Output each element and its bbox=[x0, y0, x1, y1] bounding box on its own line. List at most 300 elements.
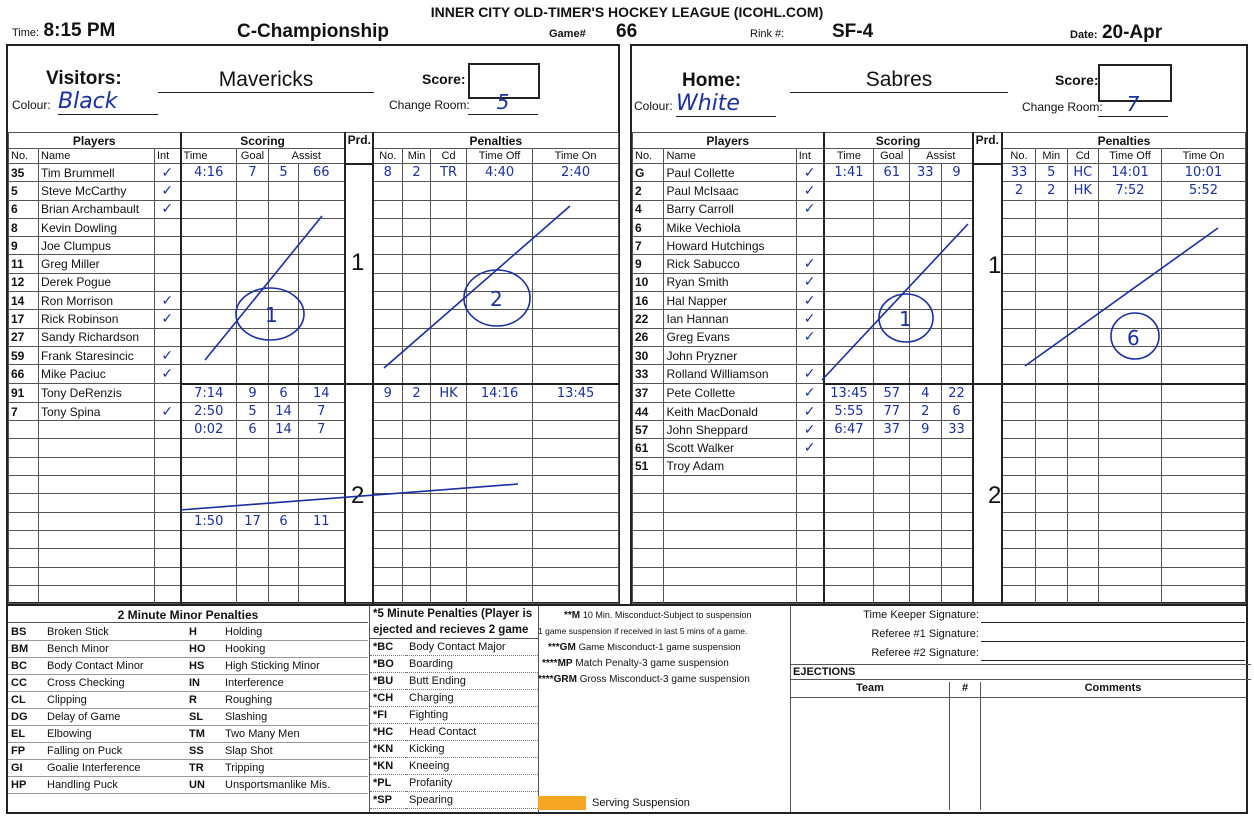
player-name: Ian Hannan bbox=[664, 310, 796, 328]
goal-time bbox=[824, 273, 874, 291]
player-row bbox=[9, 182, 619, 200]
goal-scorer bbox=[874, 237, 910, 255]
penalty-abbrev: H bbox=[186, 624, 222, 641]
assist-1 bbox=[269, 439, 299, 457]
goal-time bbox=[181, 200, 237, 218]
goal-scorer: 6 bbox=[237, 421, 269, 439]
home-colour-label: Colour: bbox=[634, 99, 673, 113]
penalty-code-row bbox=[186, 624, 368, 641]
goal-time bbox=[181, 218, 237, 236]
player-name bbox=[664, 530, 796, 548]
penalty-code bbox=[1067, 512, 1098, 530]
penalty-desc: Delay of Game bbox=[44, 709, 186, 726]
player-number bbox=[9, 476, 39, 494]
gm-code: ***GM bbox=[548, 642, 576, 653]
majors-list bbox=[370, 639, 538, 809]
assist-2 bbox=[299, 346, 345, 364]
penalty-code-row bbox=[8, 709, 186, 726]
assist-2 bbox=[941, 346, 973, 364]
penalty-code-row bbox=[370, 707, 538, 724]
goal-time: 6:47 bbox=[824, 421, 874, 439]
player-name bbox=[39, 567, 155, 585]
penalty-time-on bbox=[1161, 421, 1245, 439]
player-int-check bbox=[155, 421, 181, 439]
penalty-code bbox=[1067, 585, 1098, 603]
penalty-code-row bbox=[370, 690, 538, 707]
player-name: Pete Collette bbox=[664, 384, 796, 403]
assist-1 bbox=[910, 457, 941, 475]
goal-time bbox=[824, 346, 874, 364]
goal-time bbox=[181, 567, 237, 585]
timekeeper-label: Time Keeper Signature: bbox=[863, 609, 979, 621]
penalty-code-row bbox=[8, 624, 186, 641]
penalty-code-row bbox=[370, 775, 538, 792]
goal-scorer bbox=[874, 200, 910, 218]
penalty-minutes bbox=[403, 402, 431, 420]
assist-1 bbox=[269, 494, 299, 512]
penalty-abbrev: SS bbox=[186, 743, 222, 760]
assist-1: 9 bbox=[910, 421, 941, 439]
player-number bbox=[633, 476, 664, 494]
penalty-time-off: 14:16 bbox=[467, 384, 533, 403]
player-row bbox=[633, 421, 1246, 439]
player-name bbox=[39, 494, 155, 512]
ejections-title: EJECTIONS bbox=[791, 664, 1251, 680]
penalty-code-row bbox=[370, 758, 538, 775]
penalty-time-off bbox=[467, 512, 533, 530]
penalty-player bbox=[373, 476, 403, 494]
player-int-check: ✓ bbox=[796, 273, 823, 291]
home-scoring-header: Scoring bbox=[824, 133, 973, 149]
penalty-player bbox=[373, 292, 403, 310]
penalty-code-row bbox=[186, 760, 368, 777]
penalty-time-off: 14:01 bbox=[1099, 164, 1162, 182]
player-number: 10 bbox=[633, 273, 664, 291]
penalty-time-on bbox=[1161, 402, 1245, 420]
assist-1: 6 bbox=[269, 512, 299, 530]
player-int-check: ✓ bbox=[796, 439, 823, 457]
penalty-abbrev: *SP bbox=[370, 792, 406, 809]
penalty-desc: Charging bbox=[406, 690, 538, 707]
assist-1 bbox=[910, 494, 941, 512]
goal-scorer bbox=[237, 218, 269, 236]
penalty-time-on bbox=[533, 402, 619, 420]
assist-2: 9 bbox=[941, 164, 973, 182]
player-row bbox=[9, 273, 619, 291]
penalty-minutes bbox=[403, 494, 431, 512]
penalty-code bbox=[431, 182, 467, 200]
penalty-minutes bbox=[1036, 457, 1067, 475]
misconduct-section bbox=[538, 606, 790, 685]
assist-2 bbox=[941, 292, 973, 310]
penalty-time-off bbox=[1099, 328, 1162, 346]
player-number: 35 bbox=[9, 164, 39, 182]
penalty-time-off bbox=[467, 310, 533, 328]
assist-1 bbox=[910, 310, 941, 328]
penalty-code bbox=[1067, 567, 1098, 585]
goal-scorer bbox=[874, 273, 910, 291]
penalty-minutes bbox=[403, 328, 431, 346]
player-int-check: ✓ bbox=[796, 421, 823, 439]
penalty-minutes bbox=[403, 530, 431, 548]
penalty-time-off bbox=[467, 402, 533, 420]
player-row bbox=[9, 218, 619, 236]
minors-title: 2 Minute Minor Penalties bbox=[8, 608, 368, 623]
penalty-time-off bbox=[467, 585, 533, 603]
penalty-time-off bbox=[1099, 310, 1162, 328]
goal-time bbox=[181, 365, 237, 384]
majors-section bbox=[369, 606, 539, 812]
penalty-desc: Cross Checking bbox=[44, 675, 186, 692]
visitors-colour-label: Colour: bbox=[12, 98, 51, 112]
date-label: Date: bbox=[1070, 29, 1098, 41]
goal-scorer: 7 bbox=[237, 164, 269, 182]
penalty-code-row bbox=[8, 641, 186, 658]
goal-time: 2:50 bbox=[181, 402, 237, 420]
goal-scorer bbox=[874, 494, 910, 512]
goal-scorer bbox=[237, 310, 269, 328]
penalty-time-off bbox=[1099, 384, 1162, 403]
penalty-player bbox=[373, 200, 403, 218]
assist-2 bbox=[941, 494, 973, 512]
penalty-code bbox=[431, 402, 467, 420]
home-panel bbox=[630, 44, 1248, 604]
assist-1 bbox=[269, 585, 299, 603]
player-number: 33 bbox=[633, 365, 664, 384]
penalty-time-on bbox=[533, 494, 619, 512]
player-name: Hal Napper bbox=[664, 292, 796, 310]
penalty-minutes bbox=[1036, 273, 1067, 291]
goal-time bbox=[824, 237, 874, 255]
time-value: 8:15 PM bbox=[43, 20, 116, 41]
home-col-assist: Assist bbox=[910, 149, 973, 164]
penalty-code bbox=[431, 218, 467, 236]
ref1-line[interactable] bbox=[981, 641, 1245, 642]
penalty-code bbox=[1067, 346, 1098, 364]
visitors-change-room: 5 bbox=[468, 90, 538, 115]
penalty-minutes bbox=[403, 439, 431, 457]
home-col-pen-no: No. bbox=[1002, 149, 1036, 164]
col-time: Time bbox=[181, 149, 237, 164]
assist-1 bbox=[269, 567, 299, 585]
player-row bbox=[633, 255, 1246, 273]
penalty-time-off bbox=[467, 273, 533, 291]
assist-1 bbox=[269, 476, 299, 494]
penalty-code-row bbox=[370, 792, 538, 809]
goal-scorer bbox=[237, 457, 269, 475]
penalty-abbrev: SL bbox=[186, 709, 222, 726]
penalty-time-off bbox=[1099, 421, 1162, 439]
penalty-code bbox=[1067, 292, 1098, 310]
assist-2: 7 bbox=[299, 421, 345, 439]
penalty-desc: Two Many Men bbox=[222, 726, 368, 743]
player-number: 7 bbox=[633, 237, 664, 255]
penalty-code bbox=[1067, 530, 1098, 548]
date-field bbox=[1070, 22, 1162, 44]
player-row bbox=[9, 585, 619, 603]
penalty-code bbox=[1067, 476, 1098, 494]
penalty-desc: Body Contact Minor bbox=[44, 658, 186, 675]
minors-left bbox=[8, 624, 186, 794]
player-number: 30 bbox=[633, 346, 664, 364]
penalty-player bbox=[373, 494, 403, 512]
penalty-player bbox=[1002, 476, 1036, 494]
penalty-time-on bbox=[533, 255, 619, 273]
player-row bbox=[9, 512, 619, 530]
penalty-code-row bbox=[186, 658, 368, 675]
penalty-code-row bbox=[8, 658, 186, 675]
grm-desc: Gross Misconduct-3 game suspension bbox=[579, 674, 750, 685]
player-int-check bbox=[796, 585, 823, 603]
home-col-name: Name bbox=[664, 149, 796, 164]
penalty-code bbox=[431, 494, 467, 512]
player-name bbox=[39, 549, 155, 567]
player-row bbox=[633, 273, 1246, 291]
penalty-player bbox=[1002, 310, 1036, 328]
assist-2 bbox=[941, 585, 973, 603]
penalty-time-on bbox=[533, 310, 619, 328]
player-name bbox=[664, 476, 796, 494]
penalty-time-off bbox=[467, 476, 533, 494]
goal-time bbox=[824, 218, 874, 236]
penalty-time-off bbox=[467, 530, 533, 548]
penalty-code-row bbox=[8, 726, 186, 743]
penalty-player bbox=[1002, 421, 1036, 439]
penalty-time-off bbox=[467, 255, 533, 273]
penalty-desc: Roughing bbox=[222, 692, 368, 709]
player-name: Ryan Smith bbox=[664, 273, 796, 291]
majors-title-1: *5 Minute Penalties (Player is bbox=[373, 608, 533, 620]
player-name bbox=[39, 439, 155, 457]
league-title: INNER CITY OLD-TIMER'S HOCKEY LEAGUE (ICOHL.COM) bbox=[430, 4, 824, 20]
penalty-abbrev: *FI bbox=[370, 707, 406, 724]
penalty-player bbox=[373, 457, 403, 475]
home-sheet bbox=[632, 132, 1246, 604]
assist-2 bbox=[941, 457, 973, 475]
assist-2 bbox=[299, 292, 345, 310]
penalties-header: Penalties bbox=[373, 133, 619, 149]
assist-1 bbox=[269, 182, 299, 200]
penalty-desc: Handling Puck bbox=[44, 777, 186, 794]
assist-2 bbox=[299, 439, 345, 457]
penalty-time-on bbox=[1161, 346, 1245, 364]
assist-1 bbox=[910, 530, 941, 548]
penalty-time-on bbox=[533, 585, 619, 603]
goal-time bbox=[181, 310, 237, 328]
player-name: Derek Pogue bbox=[39, 273, 155, 291]
player-row bbox=[9, 310, 619, 328]
player-number: 8 bbox=[9, 218, 39, 236]
penalty-minutes bbox=[403, 237, 431, 255]
player-row bbox=[9, 439, 619, 457]
penalty-code-row bbox=[8, 692, 186, 709]
penalty-time-off bbox=[467, 439, 533, 457]
penalty-code-row bbox=[186, 743, 368, 760]
col-name: Name bbox=[39, 149, 155, 164]
penalty-player bbox=[1002, 512, 1036, 530]
penalty-code bbox=[1067, 273, 1098, 291]
penalty-time-on bbox=[1161, 310, 1245, 328]
minors-right bbox=[186, 624, 368, 794]
penalty-minutes bbox=[403, 549, 431, 567]
goal-scorer bbox=[237, 476, 269, 494]
penalty-time-off bbox=[1099, 200, 1162, 218]
penalty-player bbox=[1002, 237, 1036, 255]
player-number bbox=[9, 549, 39, 567]
penalty-time-off bbox=[1099, 512, 1162, 530]
player-row bbox=[9, 494, 619, 512]
player-number: 9 bbox=[9, 237, 39, 255]
penalty-desc: Head Contact bbox=[406, 724, 538, 741]
goal-time bbox=[824, 549, 874, 567]
player-row bbox=[9, 549, 619, 567]
penalty-code bbox=[431, 200, 467, 218]
penalty-code-row bbox=[8, 777, 186, 794]
penalty-abbrev: *HC bbox=[370, 724, 406, 741]
penalty-code bbox=[1067, 310, 1098, 328]
signatures-section bbox=[790, 606, 1247, 812]
penalty-time-on bbox=[533, 549, 619, 567]
penalty-player bbox=[1002, 255, 1036, 273]
penalty-time-off bbox=[1099, 494, 1162, 512]
penalty-player bbox=[1002, 273, 1036, 291]
player-number bbox=[633, 585, 664, 603]
player-int-check bbox=[155, 567, 181, 585]
penalty-time-on bbox=[533, 182, 619, 200]
penalty-time-on bbox=[1161, 255, 1245, 273]
assist-1 bbox=[269, 328, 299, 346]
player-int-check bbox=[155, 549, 181, 567]
player-row bbox=[9, 457, 619, 475]
penalty-minutes bbox=[1036, 549, 1067, 567]
penalty-time-on bbox=[533, 346, 619, 364]
penalty-minutes bbox=[403, 218, 431, 236]
player-int-check bbox=[155, 457, 181, 475]
penalty-time-on: 2:40 bbox=[533, 164, 619, 182]
player-row bbox=[633, 237, 1246, 255]
penalty-time-off bbox=[467, 218, 533, 236]
player-row bbox=[9, 402, 619, 420]
penalty-minutes bbox=[403, 346, 431, 364]
penalty-minutes bbox=[1036, 346, 1067, 364]
goal-scorer bbox=[874, 512, 910, 530]
ref2-line[interactable] bbox=[981, 660, 1245, 661]
goal-time: 7:14 bbox=[181, 384, 237, 403]
assist-2 bbox=[299, 200, 345, 218]
goal-time bbox=[181, 494, 237, 512]
player-int-check: ✓ bbox=[155, 402, 181, 420]
assist-2 bbox=[941, 218, 973, 236]
goal-scorer: 61 bbox=[874, 164, 910, 182]
home-period-1: 1 bbox=[988, 252, 1002, 279]
goal-time bbox=[181, 237, 237, 255]
player-row bbox=[633, 549, 1246, 567]
goal-scorer bbox=[874, 476, 910, 494]
assist-1: 2 bbox=[910, 402, 941, 420]
goal-time bbox=[824, 494, 874, 512]
grm-code: ****GRM bbox=[538, 674, 577, 685]
penalty-player bbox=[373, 365, 403, 384]
col-pen-no: No. bbox=[373, 149, 403, 164]
player-number bbox=[633, 530, 664, 548]
player-int-check bbox=[796, 237, 823, 255]
assist-2 bbox=[941, 530, 973, 548]
visitors-team-name: Mavericks bbox=[158, 68, 374, 93]
penalty-code bbox=[431, 549, 467, 567]
assist-2 bbox=[299, 530, 345, 548]
assist-1: 4 bbox=[910, 384, 941, 403]
penalty-player bbox=[1002, 530, 1036, 548]
goal-scorer: 77 bbox=[874, 402, 910, 420]
penalty-time-off bbox=[467, 200, 533, 218]
player-int-check bbox=[155, 255, 181, 273]
home-change-room-label: Change Room: bbox=[1022, 100, 1103, 114]
assist-1 bbox=[910, 365, 941, 384]
goal-time bbox=[824, 200, 874, 218]
mp-desc: Match Penalty-3 game suspension bbox=[575, 658, 729, 669]
visitors-period-1: 1 bbox=[351, 249, 365, 276]
player-int-check: ✓ bbox=[155, 200, 181, 218]
player-row bbox=[9, 237, 619, 255]
gm-desc: Game Misconduct-1 game suspension bbox=[578, 642, 741, 653]
goal-scorer bbox=[874, 530, 910, 548]
penalty-minutes bbox=[1036, 402, 1067, 420]
goal-scorer bbox=[237, 346, 269, 364]
player-number: 16 bbox=[633, 292, 664, 310]
penalty-desc: Bench Minor bbox=[44, 641, 186, 658]
col-goal: Goal bbox=[237, 149, 269, 164]
player-number: 17 bbox=[9, 310, 39, 328]
penalty-time-on bbox=[533, 200, 619, 218]
penalty-desc: Slap Shot bbox=[222, 743, 368, 760]
player-number: 26 bbox=[633, 328, 664, 346]
penalty-code-row bbox=[186, 641, 368, 658]
penalty-abbrev: *KN bbox=[370, 758, 406, 775]
penalty-player bbox=[1002, 549, 1036, 567]
home-change-room: 7 bbox=[1098, 92, 1168, 117]
assist-1 bbox=[269, 218, 299, 236]
assist-2 bbox=[941, 273, 973, 291]
goal-scorer bbox=[874, 439, 910, 457]
player-name: Rick Robinson bbox=[39, 310, 155, 328]
assist-2 bbox=[941, 476, 973, 494]
assist-2 bbox=[941, 200, 973, 218]
player-name: Greg Evans bbox=[664, 328, 796, 346]
penalty-minutes bbox=[1036, 530, 1067, 548]
assist-2 bbox=[299, 273, 345, 291]
player-row bbox=[9, 328, 619, 346]
player-row bbox=[9, 567, 619, 585]
assist-1 bbox=[910, 292, 941, 310]
penalty-time-off bbox=[1099, 530, 1162, 548]
goal-scorer: 37 bbox=[874, 421, 910, 439]
penalty-code-row bbox=[8, 743, 186, 760]
penalty-player bbox=[373, 218, 403, 236]
timekeeper-line[interactable] bbox=[981, 622, 1245, 623]
penalty-minutes bbox=[1036, 218, 1067, 236]
penalty-time-on bbox=[1161, 218, 1245, 236]
home-p1-penalty-circle-text: 6 bbox=[1127, 326, 1140, 350]
assist-1: 33 bbox=[910, 164, 941, 182]
penalty-code bbox=[1067, 439, 1098, 457]
penalty-minutes bbox=[403, 365, 431, 384]
player-int-check: ✓ bbox=[155, 365, 181, 384]
player-name bbox=[39, 476, 155, 494]
player-row bbox=[9, 421, 619, 439]
penalty-time-on bbox=[533, 365, 619, 384]
serving-suspension-label: Serving Suspension bbox=[592, 797, 690, 809]
goal-time bbox=[824, 365, 874, 384]
